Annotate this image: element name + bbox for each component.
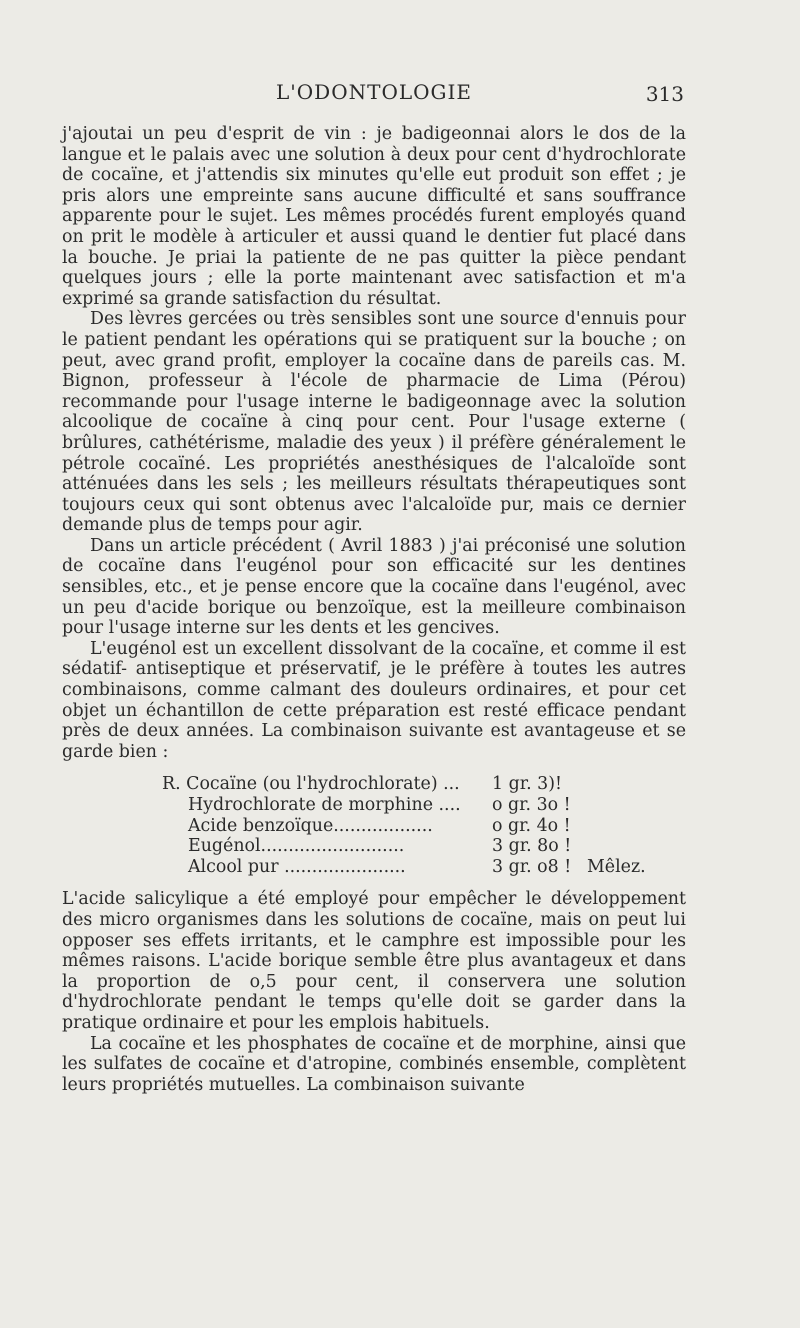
paragraph: La cocaïne et les phosphates de cocaïne et de morphine, ainsi que les sulfates de cocaïne et d'atropine, combinés ensemble, complètent leurs propriétés mutuelles. La combinaison suivante [62, 1033, 686, 1095]
paragraph: L'eugénol est un excellent dissolvant de la cocaïne, et comme il est sédatif- antiseptique et préservatif, je le préfère à toutes les autres combinaisons, comme calmant des douleurs ordinaires, et pour cet objet un échantillon de cette préparation est resté efficace pendant près de deux années. La combinaison suivante est avantageuse et se garde bien : [62, 638, 686, 762]
recipe-row [162, 774, 686, 795]
recipe-row [162, 795, 686, 816]
book-page [62, 80, 686, 1095]
recipe-quantity: o gr. 4o ! [492, 815, 571, 836]
recipe-note [587, 774, 667, 795]
body-text-top [62, 124, 686, 762]
running-title: L'ODONTOLOGIE [276, 80, 472, 104]
page-number: 313 [645, 82, 684, 106]
paragraph: j'ajoutai un peu d'esprit de vin : je badigeonnai alors le dos de la langue et le palais avec une solution à deux pour cent d'hydrochlorate de cocaïne, et j'attendis six minutes qu'elle eut produit son effet ; je pris alors une empreinte sans aucune difficulté et sans souffrance apparente pour le sujet. Les mêmes procédés furent employés quand on prit le modèle à articuler et aussi quand le dentier fut placé dans la bouche. Je priai la patiente de ne pas quitter la pièce pendant quelques jours ; elle la porte maintenant avec satisfaction et m'a exprimé sa grande satisfaction du résultat. [62, 124, 686, 309]
recipe-table [162, 774, 686, 877]
recipe-note [587, 836, 667, 857]
recipe-note: Mêlez. [587, 856, 646, 877]
recipe-quantity: 1 gr. 3)! [492, 774, 563, 795]
recipe-ingredient: Eugénol.......................... [188, 836, 405, 857]
paragraph: Dans un article précédent ( Avril 1883 ) j'ai préconisé une solution de cocaïne dans l'eugénol pour son efficacité sur les dentines sensibles, etc., et je pense encore que la cocaïne dans l'eugénol, avec un peu d'acide borique ou benzoïque, est la meilleure combinaison pour l'usage interne sur les dents et les gencives. [62, 535, 686, 639]
recipe-note [587, 795, 667, 816]
recipe-quantity: o gr. 3o ! [492, 795, 571, 815]
recipe-ingredient: Hydrochlorate de morphine .... [188, 795, 461, 815]
recipe-row [162, 857, 686, 878]
recipe-quantity: 3 gr. 8o ! [492, 836, 572, 857]
recipe-note [587, 816, 667, 837]
paragraph: L'acide salicylique a été employé pour empêcher le développement des micro organismes dans les solutions de cocaïne, mais on peut lui opposer ses effets irritants, et le camphre est impossible pour les mêmes raisons. L'acide borique semble être plus avantageux et dans la proportion de o,5 pour cent, il conservera une solution d'hydrochlorate pendant le temps qu'elle doit se garder dans la pratique ordinaire et pour les emplois habituels. [62, 889, 686, 1033]
recipe-row [162, 836, 686, 857]
recipe-quantity: 3 gr. o8 ! [492, 856, 572, 877]
paragraph: Des lèvres gercées ou très sensibles sont une source d'ennuis pour le patient pendant les opérations qui se pratiquent sur la bouche ; on peut, avec grand profit, employer la cocaïne dans de pareils cas. M. Bignon, professeur à l'école de pharmacie de Lima (Pérou) recommande pour l'usage interne le badigeonnage avec la solution alcoolique de cocaïne à cinq pour cent. Pour l'usage externe ( brûlures, cathétérisme, maladie des yeux ) il préfère généralement le pétrole cocaïné. Les propriétés anesthésiques de l'alcaloïde sont atténuées dans les sels ; les meilleurs résultats thérapeutiques sont toujours ceux qui sont obtenus avec l'alcaloïde pur, mais ce dernier demande plus de temps pour agir. [62, 309, 686, 536]
recipe-ingredient: R. Cocaïne (ou l'hydrochlorate) ... [162, 774, 460, 795]
recipe-row [162, 816, 686, 837]
body-text-bottom [62, 889, 686, 1095]
page-header [62, 80, 686, 110]
recipe-ingredient: Acide benzoïque.................. [188, 815, 433, 836]
recipe-ingredient: Alcool pur ...................... [188, 856, 406, 877]
